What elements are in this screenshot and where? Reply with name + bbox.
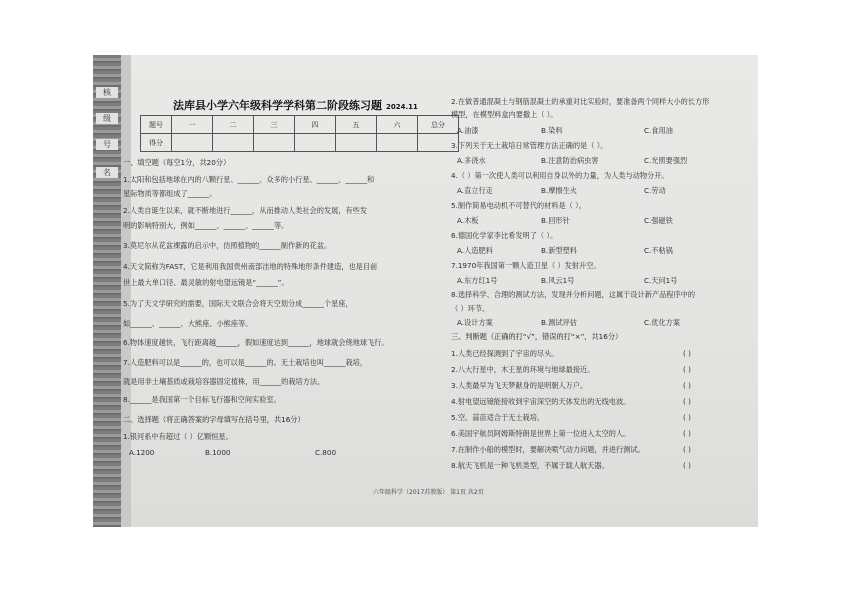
judge-line: 3.人类最早为飞天梦献身的是明朝人万户。: [451, 381, 588, 390]
question-line: 6.德国化学家李比希发明了（ ）。: [451, 231, 558, 240]
question-line: 4.（ ）第一次使人类可以利用自身以外的力量，为人类与动物分开。: [451, 171, 669, 180]
option: B.回形针: [541, 216, 570, 225]
score-cell: 六: [377, 116, 418, 134]
judge-line: 2.八大行星中，木王星的环境与地球最接近。: [451, 365, 595, 374]
score-cell: 总分: [418, 116, 459, 134]
option: C.天问1号: [644, 276, 678, 285]
option: C.优化方案: [644, 318, 681, 327]
question-line: 4.天文简称为FAST，它是利用我国贵州南部洼地的特殊地形条件建造，也是目前: [123, 262, 378, 271]
option: A.设计方案: [457, 318, 493, 327]
question-line: 3.下列关于无土栽培日常管理方法正确的是（ ）。: [451, 141, 608, 150]
option: B.摩擦生火: [541, 186, 577, 195]
option: A.木板: [457, 216, 479, 225]
question-line: 7.人造肥料可以是______的，也可以是______的。无土栽培也叫______栽培，: [123, 358, 368, 367]
score-table-score-row: [141, 134, 459, 152]
score-cell: 三: [254, 116, 295, 134]
answer-paren: ( ): [683, 381, 691, 390]
option: B.风云1号: [541, 276, 575, 285]
score-cell: [377, 134, 418, 152]
score-cell: [172, 134, 213, 152]
judge-line: 7.在制作小船的模型时，要解决喷气动力问题，并进行测试。: [451, 445, 645, 454]
question-line: 3.莫尼尔从花盆裸露的启示中，仿照植物的______制作新的花盆。: [123, 241, 332, 250]
score-cell: [336, 134, 377, 152]
option: A.1200: [129, 448, 155, 457]
question-line: 1.银河系中有超过（ ）亿颗恒星。: [123, 432, 233, 441]
option: A.多浇水: [457, 156, 486, 165]
exam-paper-photo: [93, 55, 758, 527]
option: C.强磁铁: [644, 216, 673, 225]
question-line: 如______、______、大熊座、小熊座等。: [123, 319, 253, 328]
question-line: 明的影响特别大，例如______、______、______等。: [123, 221, 289, 230]
option: B.测试评估: [541, 318, 577, 327]
binding-label: 号: [96, 139, 118, 150]
binding-label: 级: [96, 113, 118, 124]
option: C.食用油: [644, 126, 673, 135]
judge-line: 1.人类已经探测到了宇宙的尽头。: [451, 349, 559, 358]
question-line: 5.为了天文学研究的需要，国际天文联合会将天空划分成______个星座，: [123, 299, 353, 308]
question-line: 7.1970年我国第一颗人造卫星（ ）发射升空。: [451, 261, 601, 270]
question-line: 1.太阳和包括地球在内的八颗行星、______、众多的小行星、______、______和: [123, 175, 375, 184]
answer-paren: ( ): [683, 429, 691, 438]
option: C.不粘锅: [644, 246, 673, 255]
page-footer: 六年级科学（2017苏教版） 第1页 共2页: [373, 489, 484, 496]
question-line: 就是用非土壤基质或栽培容器固定植株，用______的栽培方法。: [123, 377, 325, 386]
binding-margin: [93, 55, 121, 527]
option: C.800: [315, 448, 337, 457]
score-cell: [295, 134, 336, 152]
option: A.东方红1号: [457, 276, 498, 285]
answer-paren: ( ): [683, 413, 691, 422]
answer-paren: ( ): [683, 397, 691, 406]
title-text: 法库县小学六年级科学学科第二阶段练习题: [173, 99, 382, 112]
question-line: 5.制作简易电动机不可替代的材料是（ ）。: [451, 201, 586, 210]
option: A.直立行走: [457, 186, 493, 195]
option: A.油漆: [457, 126, 479, 135]
option: B.新型塑料: [541, 246, 577, 255]
score-cell: 五: [336, 116, 377, 134]
question-line: 2.人类自诞生以来，就不断地进行______，从而推动人类社会的发展，有些发: [123, 206, 368, 215]
judge-line: 8.航天飞机是一种飞机类型，不属于载人航天器。: [451, 461, 609, 470]
question-line: 8.选择科学、合理的测试方法，发现并分析问题，这属于设计新产品程序中的: [451, 290, 696, 299]
option: A.人造肥料: [457, 246, 493, 255]
option: C.劳动: [644, 186, 666, 195]
judge-line: 4.射电望远镜能接收到宇宙深空的天体发出的无线电波。: [451, 397, 631, 406]
question-line: 世上最大单口径、最灵敏的射电望远镜是“______”。: [123, 278, 289, 287]
judge-line: 5.空、蒜苗适合于无土栽培。: [451, 413, 545, 422]
score-cell: [254, 134, 295, 152]
question-line: 8.______是我国第一个目标飞行器和空间实验室。: [123, 395, 281, 404]
binding-label: 名: [96, 167, 118, 178]
score-cell: [213, 134, 254, 152]
option: B.注意防治病虫害: [541, 156, 599, 165]
question-line: 6.物体速度越快，飞行距离越______，假如速度达到______，地球就会绕地球飞行。: [123, 338, 389, 347]
score-cell: 题号: [141, 116, 172, 134]
score-cell: 四: [295, 116, 336, 134]
section-heading-fill: 一、填空题（每空1分，共20分）: [123, 158, 231, 167]
answer-paren: ( ): [683, 349, 691, 358]
score-table: [140, 115, 459, 152]
score-cell: 二: [213, 116, 254, 134]
option: B.染料: [541, 126, 563, 135]
score-cell: 得分: [141, 134, 172, 152]
option: C.光照要强烈: [644, 156, 688, 165]
score-cell: 一: [172, 116, 213, 134]
section-heading-choice: 二、选择题（将正确答案的字母填写在括号里，共16分）: [123, 415, 305, 424]
page-title: [173, 97, 418, 113]
judge-line: 6.美国宇航员阿姆斯特朗是世界上第一位进入太空的人。: [451, 429, 631, 438]
option: B.1000: [205, 448, 231, 457]
question-line: 星际物质等都组成了______。: [123, 189, 217, 198]
question-line: （ ）环节。: [451, 304, 490, 313]
answer-paren: ( ): [683, 445, 691, 454]
question-line: 模型，在模型料盒内要撒上（ ）。: [451, 110, 558, 119]
question-line: 2.在做普通混凝土与钢筋混凝土的承重对比实验时，要准备两个同样大小的长方形: [451, 97, 710, 106]
answer-paren: ( ): [683, 365, 691, 374]
title-date: 2024.11: [386, 103, 418, 111]
answer-paren: ( ): [683, 461, 691, 470]
section-heading-judge: 三、判断题（正确的打“√”，错误的打“×”，共16分）: [451, 332, 623, 341]
score-table-header-row: [141, 116, 459, 134]
binding-label: 核: [96, 87, 118, 98]
